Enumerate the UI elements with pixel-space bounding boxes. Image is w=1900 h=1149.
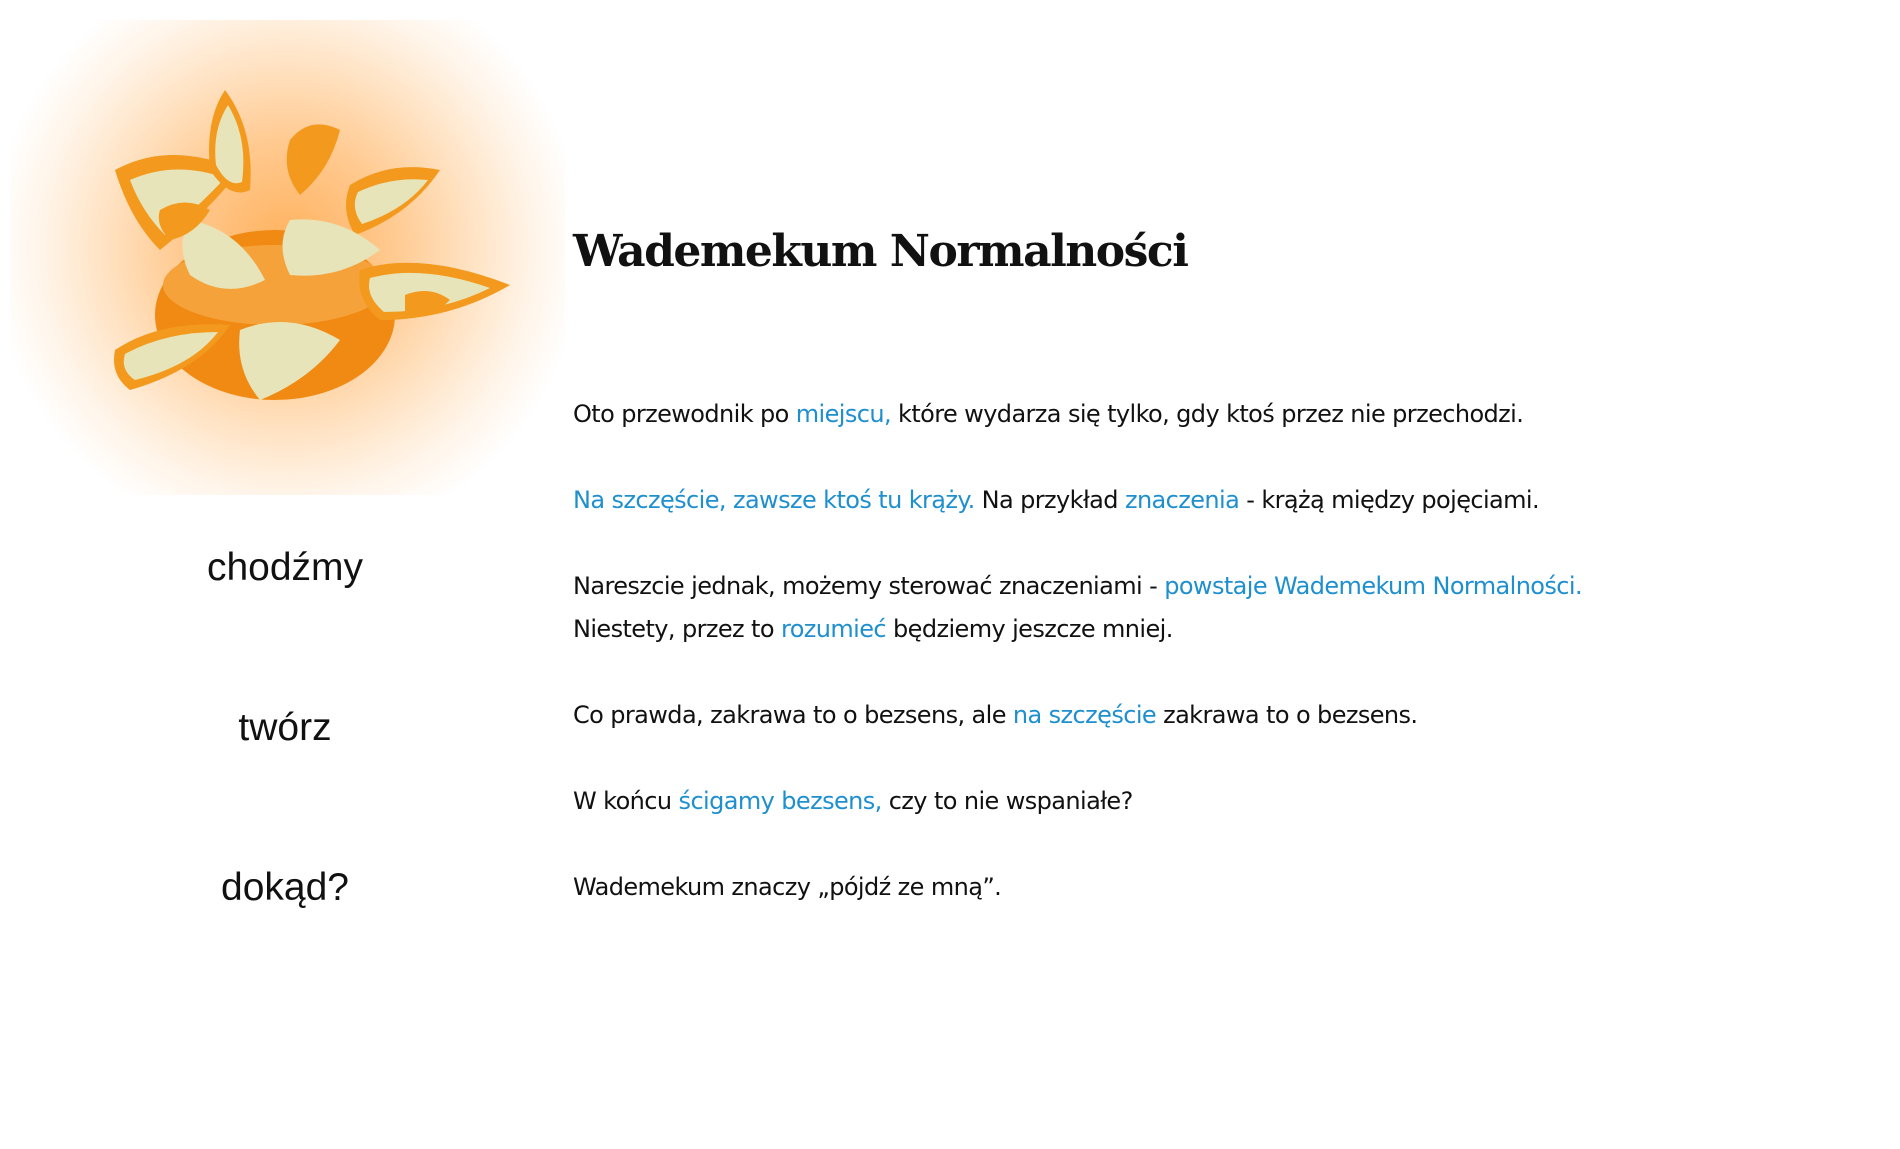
main-content: [573, 393, 1733, 952]
hero-image: [10, 20, 565, 495]
link-na-szczescie[interactable]: na szczęście: [1012, 701, 1157, 729]
text: Oto przewodnik po: [573, 400, 796, 428]
nav-link-dokad[interactable]: dokąd?: [221, 866, 349, 909]
paragraph-4: [573, 694, 1733, 737]
text: W końcu: [573, 787, 679, 815]
paragraph-2: [573, 479, 1733, 522]
link-miejscu[interactable]: miejscu,: [795, 400, 892, 428]
text: - krążą między pojęciami.: [1239, 486, 1540, 514]
text: będziemy jeszcze mniej.: [886, 615, 1173, 643]
page-title: Wademekum Normalności: [573, 226, 1188, 277]
text: Nareszcie jednak, możemy sterować znaczeniami -: [573, 572, 1165, 600]
paragraph-1: [573, 393, 1733, 436]
link-scigamy-bezsens[interactable]: ścigamy bezsens,: [678, 787, 882, 815]
text: które wydarza się tylko, gdy ktoś przez nie przechodzi.: [891, 400, 1524, 428]
link-rozumiec[interactable]: rozumieć: [780, 615, 886, 643]
text: czy to nie wspaniałe?: [881, 787, 1133, 815]
orange-peels-image: [10, 20, 565, 495]
link-powstaje-wademekum[interactable]: powstaje Wademekum Normalności.: [1164, 572, 1582, 600]
text: Niestety, przez to: [573, 615, 781, 643]
link-znaczenia[interactable]: znaczenia: [1124, 486, 1240, 514]
side-nav: [130, 548, 440, 1028]
nav-link-chodzmy[interactable]: chodźmy: [206, 546, 364, 589]
text: Wademekum znaczy „pójdź ze mną”.: [573, 873, 1002, 901]
text: zakrawa to o bezsens.: [1156, 701, 1418, 729]
paragraph-6: [573, 866, 1733, 909]
nav-link-tworz[interactable]: twórz: [238, 706, 332, 749]
text: Na przykład: [974, 486, 1125, 514]
paragraph-3: [573, 565, 1733, 651]
paragraph-5: [573, 780, 1733, 823]
link-na-szczescie-krazy[interactable]: Na szczęście, zawsze ktoś tu krąży.: [573, 486, 975, 514]
text: Co prawda, zakrawa to o bezsens, ale: [573, 701, 1013, 729]
